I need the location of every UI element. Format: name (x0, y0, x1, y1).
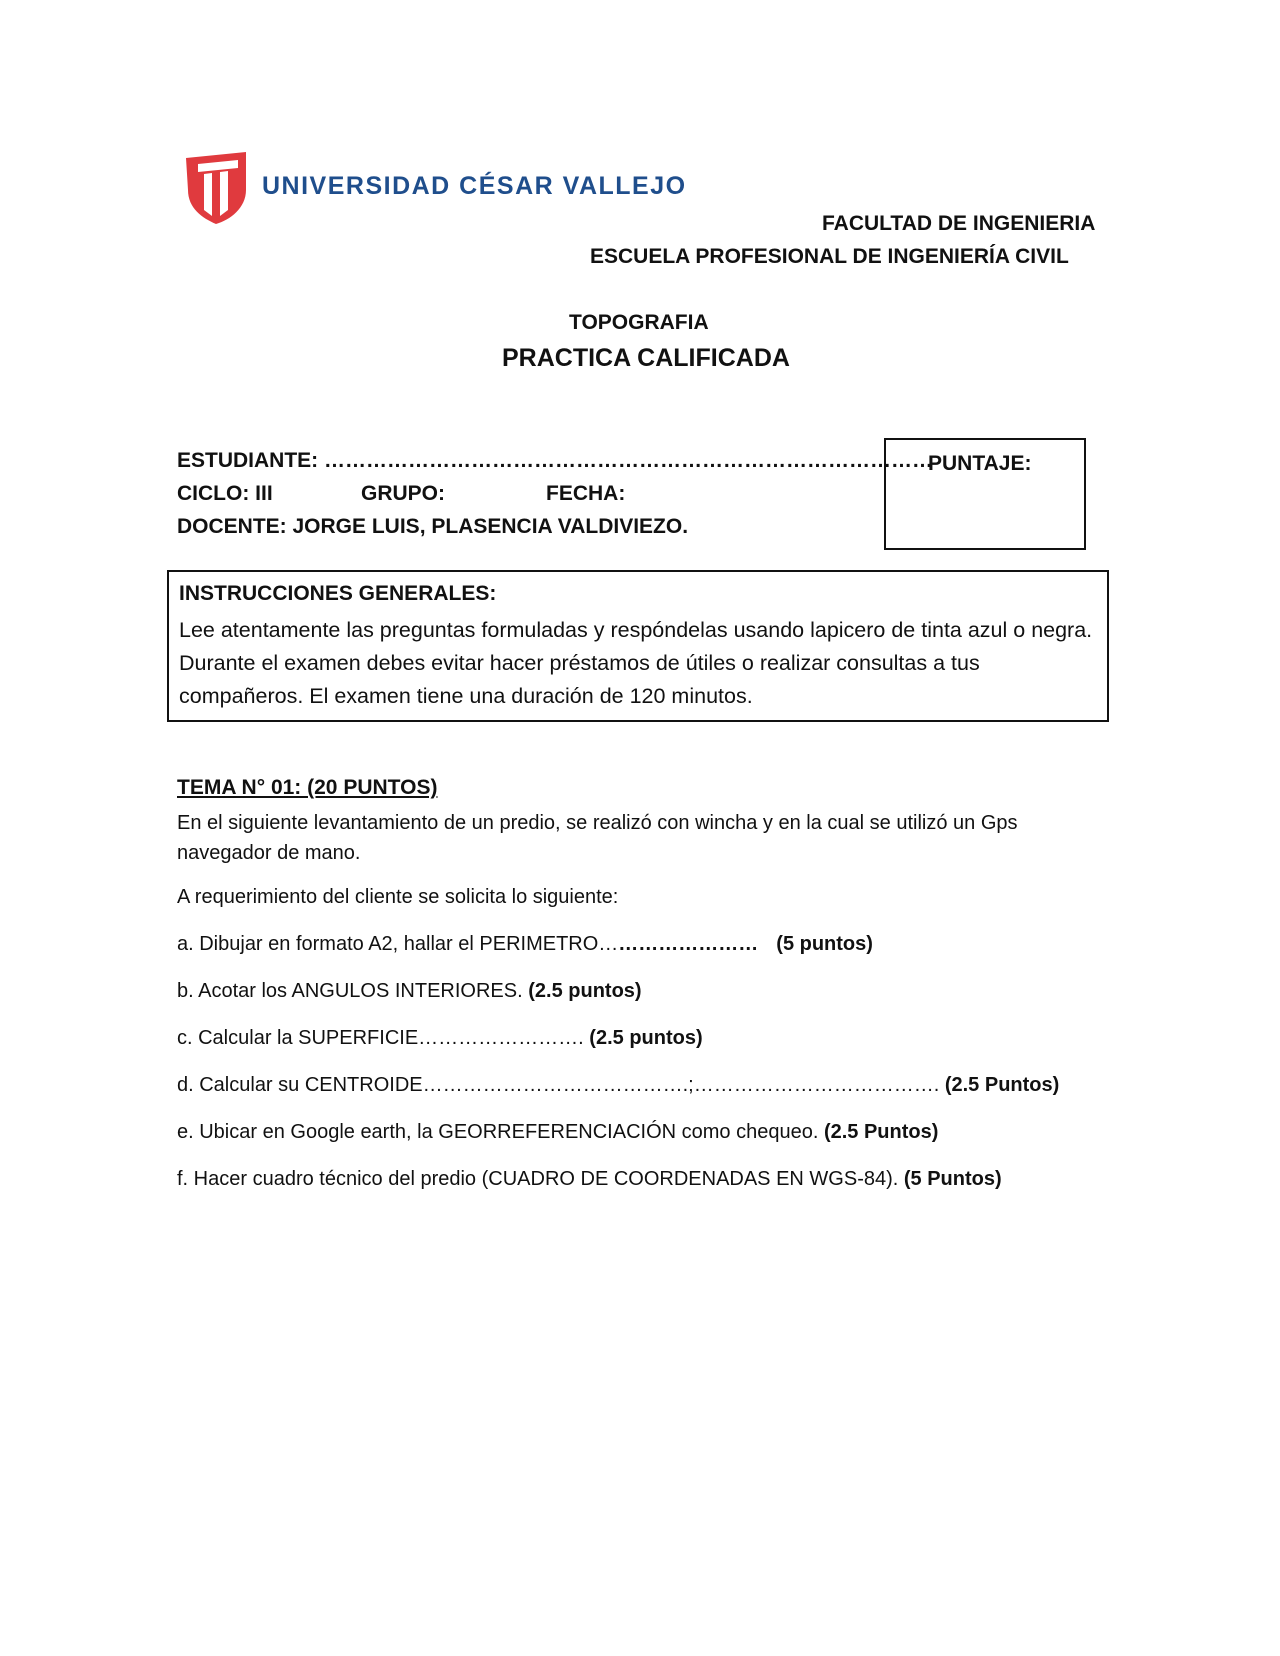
list-item (177, 933, 873, 956)
group-label: GRUPO: (361, 482, 445, 505)
list-item (177, 980, 642, 1003)
item-text: e. Ubicar en Google earth, la GEORREFERENCIACIÓN como chequeo. (177, 1121, 824, 1143)
item-points: (2.5 puntos) (589, 1027, 703, 1049)
item-text: c. Calcular la SUPERFICIE……………………. (177, 1027, 590, 1049)
tema-title: TEMA N° 01: (20 PUNTOS) (177, 776, 438, 799)
faculty-title: FACULTAD DE INGENIERIA (822, 212, 1096, 235)
item-points: (5 Puntos) (903, 1168, 1002, 1190)
cycle-label: CICLO: III (177, 482, 273, 505)
exam-title: PRACTICA CALIFICADA (502, 344, 790, 372)
item-text: a. Dibujar en formato A2, hallar el PERIMETRO… (177, 933, 619, 955)
item-points: (2.5 puntos) (528, 980, 642, 1002)
item-dots: ………………… (618, 933, 759, 955)
item-text: d. Calcular su CENTROIDE………………………………….;………………………………. (177, 1074, 945, 1096)
student-dots: …………………………………………………………………………… (324, 449, 934, 472)
score-box (884, 438, 1086, 550)
date-label: FECHA: (546, 482, 626, 505)
tema-intro: A requerimiento del cliente se solicita lo siguiente: (177, 886, 619, 908)
university-name: UNIVERSIDAD CÉSAR VALLEJO (262, 172, 687, 200)
item-points: (5 puntos) (776, 933, 873, 955)
list-item (177, 1074, 1059, 1097)
instructions-box (167, 570, 1109, 722)
item-text: b. Acotar los ANGULOS INTERIORES. (177, 980, 529, 1002)
item-text: f. Hacer cuadro técnico del predio (CUADRO DE COORDENADAS EN WGS-84). (177, 1168, 904, 1190)
instructions-text: Lee atentamente las preguntas formuladas y respóndelas usando lapicero de tinta azul o negra. Durante el examen debes evitar hacer préstamos de útiles o realizar consultas a tus compañeros. El examen tiene una duración de 120 minutos. (179, 618, 1093, 708)
teacher-label: DOCENTE: JORGE LUIS, PLASENCIA VALDIVIEZO. (177, 515, 689, 538)
list-item (177, 1121, 938, 1144)
list-item (177, 1027, 703, 1050)
item-points: (2.5 Puntos) (944, 1074, 1060, 1096)
university-logo (184, 150, 687, 230)
instructions-title: INSTRUCCIONES GENERALES: (179, 582, 497, 605)
list-item (177, 1168, 1002, 1191)
student-label: ESTUDIANTE: (177, 449, 319, 472)
item-points: (2.5 Puntos) (823, 1121, 939, 1143)
student-line (177, 449, 933, 473)
course-title: TOPOGRAFIA (569, 311, 709, 334)
tema-description: En el siguiente levantamiento de un predio, se realizó con wincha y en la cual se utilizó un Gps navegador de mano. (177, 812, 1018, 864)
shield-logo-icon (184, 150, 250, 226)
score-label: PUNTAJE: (928, 452, 1032, 475)
school-title: ESCUELA PROFESIONAL DE INGENIERÍA CIVIL (590, 245, 1069, 268)
